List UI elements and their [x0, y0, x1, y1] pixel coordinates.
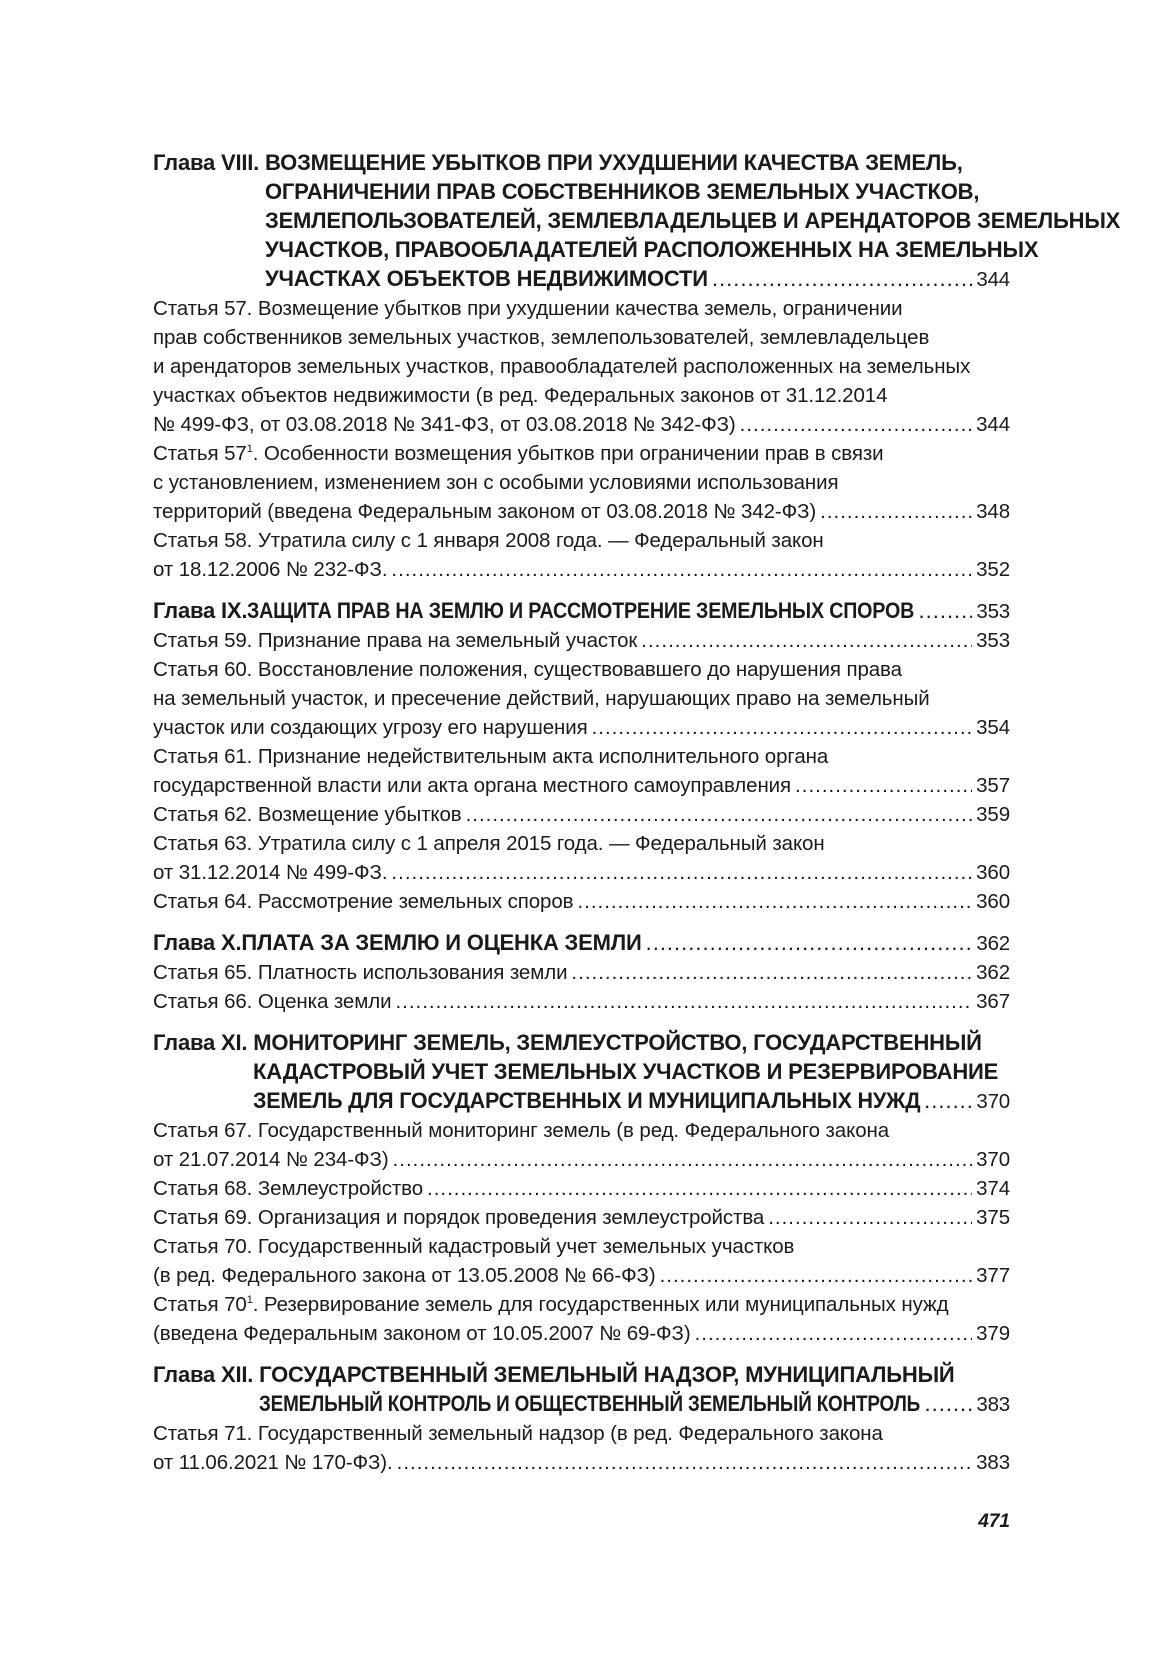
- page-ref: 344: [976, 268, 1010, 291]
- article-entry: [153, 1290, 1010, 1348]
- page-ref: 370: [976, 1090, 1010, 1113]
- dot-leader: [740, 410, 972, 439]
- dot-leader: [592, 713, 973, 742]
- page-ref: 352: [976, 558, 1010, 581]
- dot-leader: [660, 1261, 973, 1290]
- article-entry: [153, 1203, 1010, 1232]
- page-ref: 353: [976, 600, 1010, 623]
- article-entry: [153, 626, 1010, 655]
- dot-leader: [924, 1389, 972, 1418]
- article-entry: [153, 742, 1010, 800]
- article-title-line: Статья 70. Государственный кадастровый учет земельных участков: [153, 1235, 795, 1258]
- page-ref: 377: [976, 1264, 1010, 1287]
- chapter-title-line: УЧАСТКОВ, ПРАВООБЛАДАТЕЛЕЙ РАСПОЛОЖЕННЫХ НА ЗЕМЕЛЬНЫХ: [265, 237, 1039, 262]
- article-title-line: № 499-ФЗ, от 03.08.2018 № 341-ФЗ, от 03.08.2018 № 342-ФЗ): [153, 413, 736, 436]
- page-ref: 360: [976, 890, 1010, 913]
- article-title-line: Статья 60. Восстановление положения, существовавшего до нарушения права: [153, 658, 902, 681]
- dot-leader: [641, 626, 972, 655]
- dot-leader: [919, 596, 973, 625]
- article-entry: [153, 439, 1010, 526]
- page-ref: 359: [976, 803, 1010, 826]
- article-number: Статья 70: [153, 1293, 247, 1316]
- article-title-line: на земельный участок, и пресечение действий, нарушающих право на земельный: [153, 687, 930, 710]
- chapter-title-line: КАДАСТРОВЫЙ УЧЕТ ЗЕМЕЛЬНЫХ УЧАСТКОВ И РЕЗЕРВИРОВАНИЕ: [253, 1059, 999, 1084]
- article-title-line: от 18.12.2006 № 232-ФЗ.: [153, 558, 388, 581]
- page-ref: 354: [976, 716, 1010, 739]
- article-entry: [153, 987, 1010, 1016]
- article-title-line: прав собственников земельных участков, землепользователей, землевладельцев: [153, 326, 930, 349]
- page-ref: 357: [976, 774, 1010, 797]
- article-entry: [153, 1419, 1010, 1477]
- dot-leader: [466, 800, 973, 829]
- page-ref: 344: [976, 413, 1010, 436]
- dot-leader: [712, 264, 972, 293]
- chapter-title-line: УЧАСТКАХ ОБЪЕКТОВ НЕДВИЖИМОСТИ: [265, 266, 708, 291]
- article-entry: [153, 1232, 1010, 1290]
- dot-leader: [795, 771, 972, 800]
- article-title-line: Статья 69. Организация и порядок проведения землеустройства: [153, 1206, 765, 1229]
- article-title-line: (введена Федеральным законом от 10.05.2007 № 69-ФЗ): [153, 1322, 691, 1345]
- dot-leader: [391, 555, 972, 584]
- page-ref: 379: [976, 1322, 1010, 1345]
- page-ref: 360: [976, 861, 1010, 884]
- article-entry: [153, 294, 1010, 439]
- article-title-line: . Резервирование земель для государственных или муниципальных нужд: [252, 1293, 949, 1316]
- article-title-line: участках объектов недвижимости (в ред. Федеральных законов от 31.12.2014: [153, 384, 888, 407]
- article-title-line: участок или создающих угрозу его нарушения: [153, 716, 588, 739]
- article-entry: [153, 655, 1010, 742]
- chapter-title-line: ЗЕМЕЛЬНЫЙ КОНТРОЛЬ И ОБЩЕСТВЕННЫЙ ЗЕМЕЛЬНЫЙ КОНТРОЛЬ: [259, 1391, 921, 1416]
- article-title-line: Статья 68. Землеустройство: [153, 1177, 423, 1200]
- dot-leader: [577, 887, 972, 916]
- article-title-line: Статья 59. Признание права на земельный участок: [153, 629, 638, 652]
- page-ref: 370: [976, 1148, 1010, 1171]
- article-title-line: Статья 57. Возмещение убытков при ухудшении качества земель, ограничении: [153, 297, 903, 320]
- article-title-line: Статья 62. Возмещение убытков: [153, 803, 462, 826]
- dot-leader: [571, 958, 972, 987]
- page-ref: 362: [976, 961, 1010, 984]
- article-title-line: Статья 64. Рассмотрение земельных споров: [153, 890, 574, 913]
- chapter-label: Глава IX.: [153, 598, 248, 623]
- page-ref: 383: [976, 1393, 1010, 1416]
- page-ref: 348: [976, 500, 1010, 523]
- article-title-line: и арендаторов земельных участков, правообладателей расположенных на земельных: [153, 355, 971, 378]
- chapter-label: Глава XII.: [153, 1362, 254, 1387]
- dot-leader: [395, 987, 972, 1016]
- article-entry: [153, 1116, 1010, 1174]
- article-title-line: Статья 66. Оценка земли: [153, 990, 392, 1013]
- article-title-line: Статья 65. Платность использования земли: [153, 961, 568, 984]
- chapter-heading: [153, 1028, 1010, 1116]
- article-entry: [153, 800, 1010, 829]
- article-entry: [153, 887, 1010, 916]
- chapter-heading: [153, 596, 1010, 626]
- article-title-line: государственной власти или акта органа местного самоуправления: [153, 774, 792, 797]
- chapter-title-line: ЗЕМЕЛЬ ДЛЯ ГОСУДАРСТВЕННЫХ И МУНИЦИПАЛЬНЫХ НУЖД: [253, 1088, 921, 1113]
- page-ref: 362: [976, 932, 1010, 955]
- chapter-label: Глава X.: [153, 930, 242, 955]
- page-ref: 375: [976, 1206, 1010, 1229]
- article-number: Статья 57: [153, 442, 247, 465]
- page-number: 471: [978, 1511, 1010, 1532]
- chapter-title-line: ПЛАТА ЗА ЗЕМЛЮ И ОЦЕНКА ЗЕМЛИ: [241, 930, 642, 955]
- article-title-line: Статья 67. Государственный мониторинг земель (в ред. Федерального закона: [153, 1119, 890, 1142]
- article-title-line: (в ред. Федерального закона от 13.05.2008 № 66-ФЗ): [153, 1264, 656, 1287]
- chapter-label: Глава VIII.: [153, 150, 260, 175]
- dot-leader: [695, 1319, 973, 1348]
- page-ref: 383: [976, 1451, 1010, 1474]
- article-title-line: от 31.12.2014 № 499-ФЗ.: [153, 861, 388, 884]
- article-title-line: Статья 63. Утратила силу с 1 апреля 2015 года. — Федеральный закон: [153, 832, 825, 855]
- superscript: 1: [246, 443, 253, 456]
- chapter-title-line: ЗЕМЛЕПОЛЬЗОВАТЕЛЕЙ, ЗЕМЛЕВЛАДЕЛЬЦЕВ И АРЕНДАТОРОВ ЗЕМЕЛЬНЫХ: [265, 208, 1121, 233]
- page-ref: 353: [976, 629, 1010, 652]
- dot-leader: [391, 858, 972, 887]
- article-title-line: Статья 71. Государственный земельный надзор (в ред. Федерального закона: [153, 1422, 883, 1445]
- dot-leader: [646, 928, 973, 957]
- article-title-line: от 21.07.2014 № 234-ФЗ): [153, 1148, 389, 1171]
- article-entry: [153, 1174, 1010, 1203]
- dot-leader: [820, 497, 972, 526]
- chapter-title-line: ОГРАНИЧЕНИИ ПРАВ СОБСТВЕННИКОВ ЗЕМЕЛЬНЫХ УЧАСТКОВ,: [265, 179, 980, 204]
- chapter-heading: [153, 1360, 1010, 1419]
- article-title-line: с установлением, изменением зон с особыми условиями использования: [153, 471, 839, 494]
- dot-leader: [427, 1174, 972, 1203]
- article-title-line: Статья 61. Признание недействительным акта исполнительного органа: [153, 745, 829, 768]
- superscript: 1: [246, 1294, 253, 1307]
- article-title-line: . Особенности возмещения убытков при ограничении прав в связи: [252, 442, 884, 465]
- article-title-line: территорий (введена Федеральным законом от 03.08.2018 № 342-ФЗ): [153, 500, 817, 523]
- chapter-label: Глава XI.: [153, 1030, 248, 1055]
- article-entry: [153, 526, 1010, 584]
- chapter-title-line: МОНИТОРИНГ ЗЕМЕЛЬ, ЗЕМЛЕУСТРОЙСТВО, ГОСУДАРСТВЕННЫЙ: [253, 1030, 982, 1055]
- dot-leader: [393, 1145, 973, 1174]
- dot-leader: [924, 1086, 972, 1115]
- dot-leader: [397, 1448, 972, 1477]
- chapter-title-line: ВОЗМЕЩЕНИЕ УБЫТКОВ ПРИ УХУДШЕНИИ КАЧЕСТВА ЗЕМЕЛЬ,: [265, 150, 963, 175]
- chapter-heading: [153, 148, 1121, 294]
- dot-leader: [768, 1203, 972, 1232]
- chapter-heading: [153, 928, 1010, 958]
- article-entry: [153, 829, 1010, 887]
- article-title-line: Статья 58. Утратила силу с 1 января 2008 года. — Федеральный закон: [153, 529, 824, 552]
- chapter-title-line: ЗАЩИТА ПРАВ НА ЗЕМЛЮ И РАССМОТРЕНИЕ ЗЕМЕЛЬНЫХ СПОРОВ: [247, 598, 915, 623]
- table-of-contents: [153, 148, 1121, 1477]
- page-ref: 367: [976, 990, 1010, 1013]
- article-title-line: от 11.06.2021 № 170-ФЗ).: [153, 1451, 393, 1474]
- chapter-title-line: ГОСУДАРСТВЕННЫЙ ЗЕМЕЛЬНЫЙ НАДЗОР, МУНИЦИПАЛЬНЫЙ: [259, 1362, 955, 1387]
- article-entry: [153, 958, 1010, 987]
- page-ref: 374: [976, 1177, 1010, 1200]
